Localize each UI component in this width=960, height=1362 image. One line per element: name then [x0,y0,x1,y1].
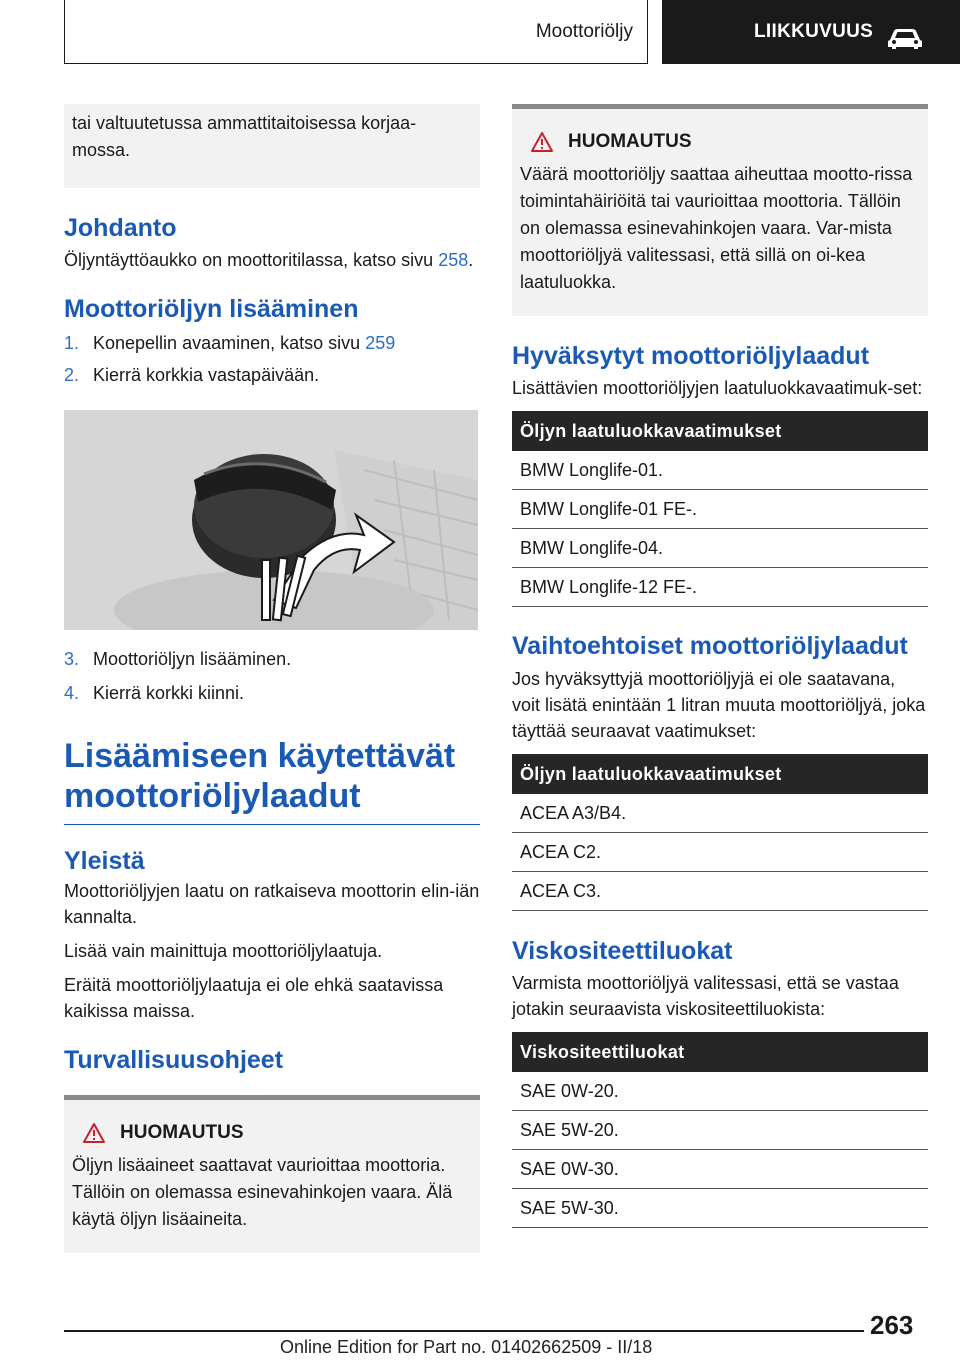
step-item [64,362,480,388]
viscosity-text: Varmista moottoriöljyä valitessasi, että se vastaa jotakin seuraavista viskositeettiluokista: [512,973,899,1019]
section-title: Moottoriöljy [64,0,648,64]
chapter-title: LIIKKUVUUS [754,21,874,42]
page-link-259[interactable]: 259 [365,333,396,353]
johdanto-end: . [468,250,474,270]
viscosity-table [512,1032,928,1228]
heading-rule [64,816,480,825]
step-text: Konepellin avaaminen, katso sivu 259 [93,333,396,353]
car-icon [886,28,924,50]
table-row: SAE 5W-20. [512,1111,928,1150]
step-number: 1. [64,333,80,353]
step-item [64,330,480,356]
notice-box [512,104,928,316]
warning-icon [530,131,554,153]
approved-text: Lisättävien moottoriöljyjen laatuluokkavaatimuk-set: [512,378,923,398]
johdanto-heading: Johdanto [64,214,177,242]
chapter-heading: Lisäämiseen käytettävät moottoriöljylaadut [64,737,456,815]
alternative-text: Jos hyväksyttyjä moottoriöljyjä ei ole saatavana, voit lisätä enintään 1 litran muuta moottoriöljyä, joka täyttää seuraavat vaatimukset: [512,669,926,741]
yleista-paragraph-1: Moottoriöljyjen laatu on ratkaiseva moottorin elin-iän kannalta. [64,881,480,927]
right-column [512,104,928,1228]
safety-heading: Turvallisuusohjeet [64,1046,284,1074]
left-column [64,104,480,1253]
johdanto-paragraph [64,247,480,273]
alternative-table [512,754,928,911]
table-row: SAE 0W-20. [512,1072,928,1111]
table-header: Öljyn laatuluokkavaatimukset [512,411,928,451]
table-row: SAE 5W-30. [512,1189,928,1228]
edition-text: Online Edition for Part no. 01402662509 - II/18 [280,1337,653,1357]
table-header: Viskositeettiluokat [512,1032,928,1072]
page-link-258[interactable]: 258 [438,250,469,270]
step-text: Kierrä korkki kiinni. [93,683,245,703]
step-item [64,646,480,672]
notice-text: Öljyn lisäaineet saattavat vaurioittaa moottoria. Tällöin on olemassa esinevahinkojen vaara. Älä käytä öljyn lisäaineita. [72,1155,453,1229]
table-row: ACEA C2. [512,833,928,872]
notice-title: HUOMAUTUS [568,131,692,152]
table-row: ACEA C3. [512,872,928,911]
oil-cap-illustration [64,410,478,630]
step-text: Moottoriöljyn lisääminen. [93,649,292,669]
table-row: BMW Longlife-12 FE-. [512,568,928,607]
table-header: Öljyn laatuluokkavaatimukset [512,754,928,794]
step-number: 2. [64,365,80,385]
warning-icon [82,1122,106,1144]
approved-heading: Hyväksytyt moottoriöljylaadut [512,342,870,370]
notice-text: Väärä moottoriöljy saattaa aiheuttaa mootto-rissa toimintahäiriöitä tai vaurioittaa moottoria. Tällöin on olemassa esinevahinkojen vaara. Var-mista moottoriöljyä valitessasi, että sillä on oi-kea laatuluokka. [520,164,913,292]
page-number: 263 [870,1310,914,1340]
table-row: BMW Longlife-01. [512,451,928,490]
table-row: BMW Longlife-01 FE-. [512,490,928,529]
notice-box [64,1095,480,1253]
footer-rule [64,1330,864,1332]
step-text: Kierrä korkkia vastapäivään. [93,365,320,385]
table-row: BMW Longlife-04. [512,529,928,568]
table-row: ACEA A3/B4. [512,794,928,833]
lisaaminen-heading: Moottoriöljyn lisääminen [64,295,359,323]
step-item [64,680,480,706]
yleista-paragraph-2: Lisää vain mainittuja moottoriöljylaatuja. [64,941,383,961]
johdanto-text: Öljyntäyttöaukko on moottoritilassa, katso sivu [64,250,434,270]
alternative-heading: Vaihtoehtoiset moottoriöljylaadut [512,632,908,660]
intro-text: tai valtuutetussa ammattitaitoisessa korjaa-mossa. [72,113,417,160]
yleista-heading: Yleistä [64,847,145,875]
yleista-paragraph-3: Eräitä moottoriöljylaatuja ei ole ehkä saatavissa kaikissa maissa. [64,975,444,1021]
notice-title: HUOMAUTUS [120,1122,244,1143]
step-number: 3. [64,649,80,669]
viscosity-heading: Viskositeettiluokat [512,937,733,965]
approved-table [512,411,928,607]
step-number: 4. [64,683,80,703]
table-row: SAE 0W-30. [512,1150,928,1189]
continued-box [64,104,480,188]
page-header [0,0,960,66]
